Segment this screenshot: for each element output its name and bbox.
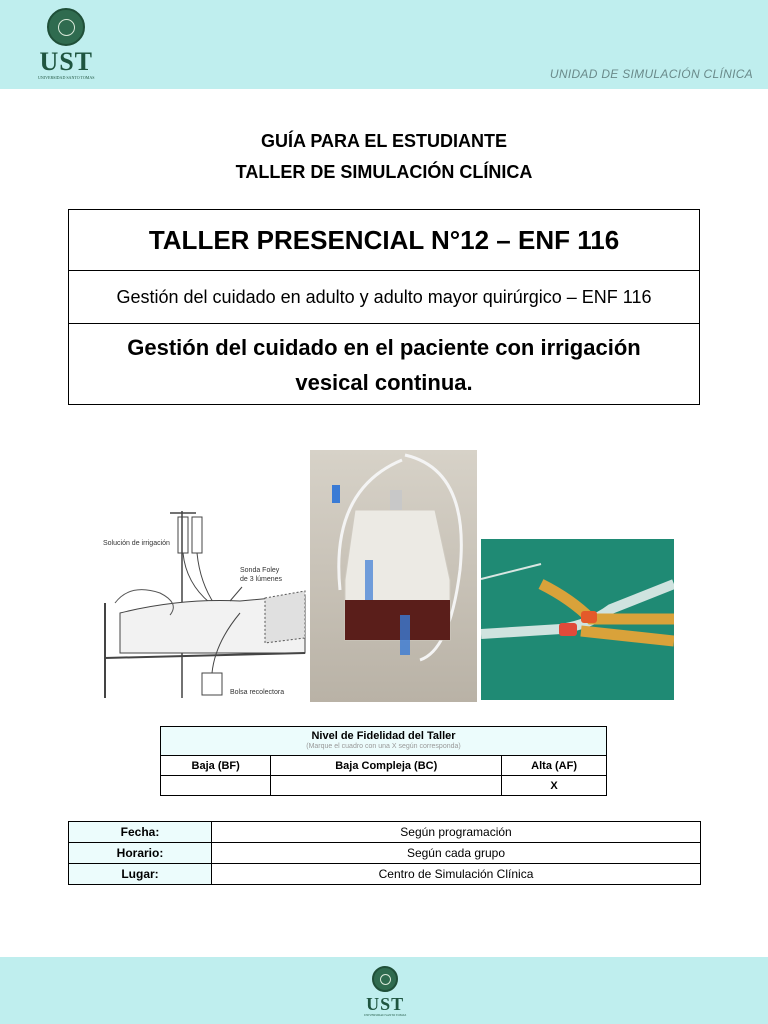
- label-foley-line2: de 3 lúmenes: [240, 576, 283, 583]
- workshop-topic: Gestión del cuidado en el paciente con irrigación vesical continua.: [127, 334, 641, 395]
- label-foley-line1: Sonda Foley: [240, 567, 280, 574]
- guide-title-line1: GUÍA PARA EL ESTUDIANTE: [260, 131, 507, 151]
- irrigation-sketch-drawing: [100, 503, 310, 703]
- foley-catheter-drawing: [481, 539, 674, 700]
- fidelity-mark-bf[interactable]: [161, 776, 271, 796]
- table-row: [69, 864, 701, 885]
- table-row: [69, 843, 701, 864]
- table-row: [69, 822, 701, 843]
- fidelity-mark-bc[interactable]: [271, 776, 502, 796]
- footer-ust-logo: [364, 966, 406, 1017]
- fidelity-table: [160, 726, 607, 796]
- info-value-time: Según cada grupo: [212, 843, 701, 864]
- logo-text: UST: [39, 47, 94, 76]
- fidelity-mark-af[interactable]: X: [502, 776, 607, 796]
- unit-name: UNIDAD DE SIMULACIÓN CLÍNICA: [549, 67, 753, 81]
- workshop-box: [68, 209, 700, 405]
- page-footer: [0, 957, 768, 1024]
- ust-logo: [38, 8, 94, 80]
- info-value-place: Centro de Simulación Clínica: [212, 864, 701, 885]
- fidelity-col-bf: Baja (BF): [161, 756, 271, 776]
- page-header: [0, 0, 768, 89]
- fidelity-title: Nivel de Fidelidad del Taller: [311, 730, 456, 743]
- footer-logo-text: UST: [366, 994, 405, 1014]
- collection-bag-photo: [310, 450, 477, 702]
- footer-seal-icon: [372, 966, 398, 992]
- university-seal-icon: [47, 8, 85, 46]
- logo-subtitle: UNIVERSIDAD SANTO TOMAS: [38, 75, 95, 80]
- fidelity-col-af: Alta (AF): [502, 756, 607, 776]
- label-collection-bag: Bolsa recolectora: [230, 689, 285, 696]
- fidelity-col-bc: Baja Compleja (BC): [271, 756, 502, 776]
- info-label-date: Fecha:: [69, 822, 212, 843]
- foley-catheter-photo: [481, 539, 674, 700]
- guide-title-line2: TALLER DE SIMULACIÓN CLÍNICA: [235, 162, 533, 182]
- fidelity-note: (Marque el cuadro con una X según corresponda): [306, 743, 461, 751]
- label-irrigation-solution: Solución de irrigación: [103, 540, 170, 547]
- workshop-title: TALLER PRESENCIAL N°12 – ENF 116: [69, 210, 699, 271]
- schedule-info-table: [68, 821, 701, 885]
- info-label-time: Horario:: [69, 843, 212, 864]
- irrigation-sketch-image: [100, 503, 310, 703]
- info-value-date: Según programación: [212, 822, 701, 843]
- fidelity-header: [161, 727, 607, 756]
- collection-bag-drawing: [310, 450, 477, 702]
- footer-logo-subtitle: UNIVERSIDAD SANTO TOMAS: [364, 1013, 407, 1017]
- course-name: Gestión del cuidado en adulto y adulto mayor quirúrgico – ENF 116: [69, 271, 699, 324]
- info-label-place: Lugar:: [69, 864, 212, 885]
